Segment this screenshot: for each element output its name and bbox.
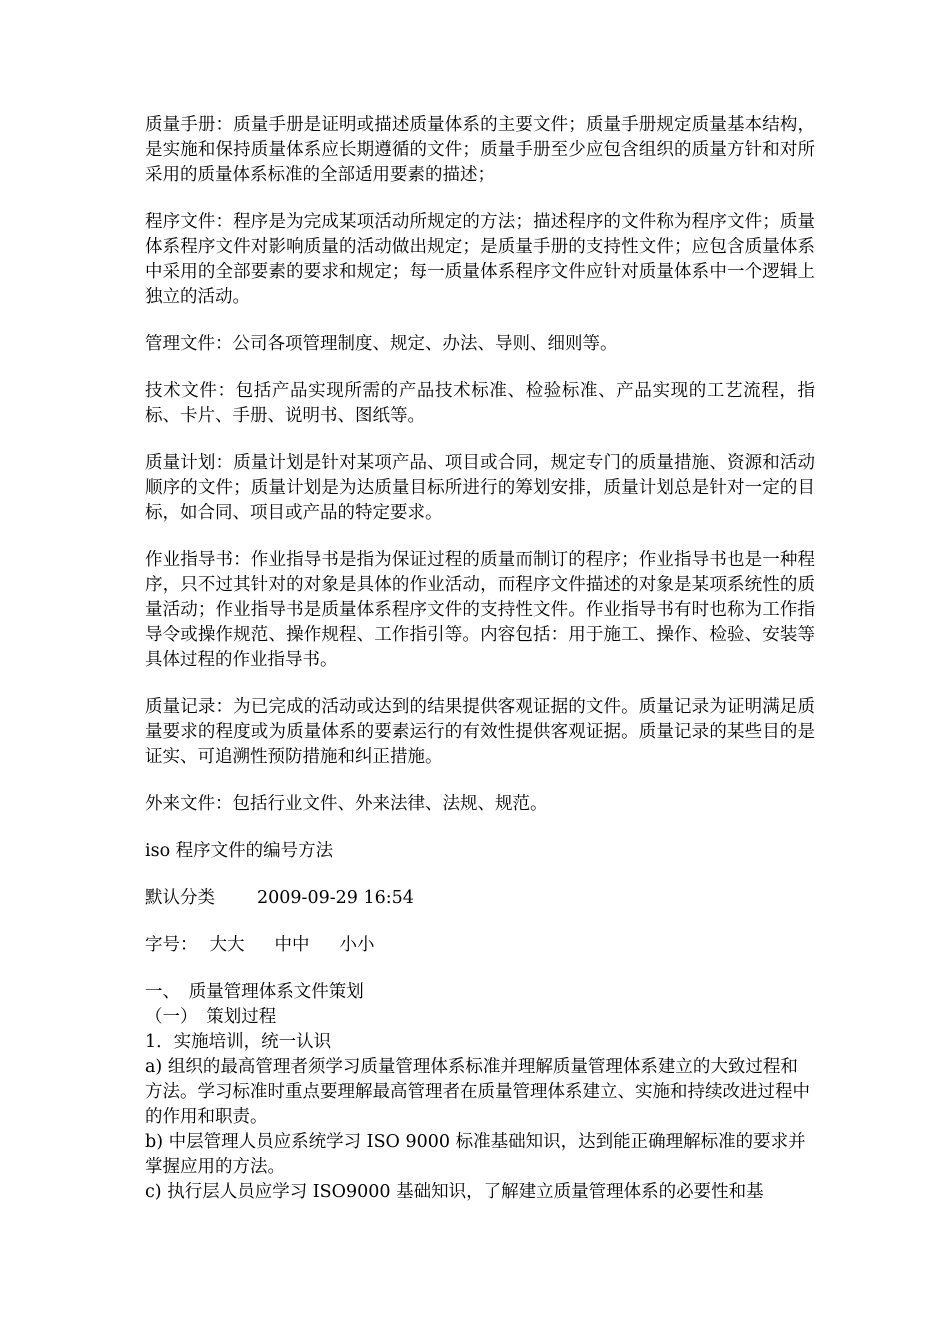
font-size-label: 字号： xyxy=(145,935,198,955)
font-size-medium-link[interactable]: 中中 xyxy=(274,935,310,955)
font-size-selector xyxy=(145,933,815,958)
outline-heading-3: 1．实施培训，统一认识 xyxy=(145,1032,332,1052)
outline-item-b: b) 中层管理人员应系统学习 ISO 9000 标准基础知识，达到能正确理解标准的要求并掌握应用的方法。 xyxy=(145,1132,806,1177)
outline-heading-1: 一、 质量管理体系文件策划 xyxy=(145,982,364,1002)
paragraph-work-instruction: 作业指导书：作业指导书是指为保证过程的质量而制订的程序；作业指导书也是一种程序，只不过其针对的对象是具体的作业活动，而程序文件描述的对象是某项系统性的质量活动；作业指导书是质量体系程序文件的支持性文件。作业指导书有时也称为工作指导令或操作规范、操作规程、工作指引等。内容包括：用于施工、操作、检验、安装等具体过程的作业指导书。 xyxy=(145,550,815,670)
article-datetime: 2009-09-29 16:54 xyxy=(257,888,414,908)
paragraph-external-documents: 外来文件：包括行业文件、外来法律、法规、规范。 xyxy=(145,794,548,814)
article-meta xyxy=(145,886,815,911)
font-size-large-link[interactable]: 大大 xyxy=(209,935,245,955)
paragraph-management-documents: 管理文件：公司各项管理制度、规定、办法、导则、细则等。 xyxy=(145,334,618,354)
paragraph-quality-plan: 质量计划：质量计划是针对某项产品、项目或合同，规定专门的质量措施、资源和活动顺序的文件；质量计划是为达质量目标所进行的筹划安排，质量计划总是针对一定的目标，如合同、项目或产品的特定要求。 xyxy=(145,453,815,523)
paragraph-technical-documents: 技术文件：包括产品实现所需的产品技术标准、检验标准、产品实现的工艺流程，指标、卡片、手册、说明书、图纸等。 xyxy=(145,381,815,426)
outline-section xyxy=(145,980,815,1205)
outline-item-c: c) 执行层人员应学习 ISO9000 基础知识，了解建立质量管理体系的必要性和基 xyxy=(145,1182,764,1202)
document-page xyxy=(145,113,815,1205)
paragraph-quality-records: 质量记录：为已完成的活动或达到的结果提供客观证据的文件。质量记录为证明满足质量要求的程度或为质量体系的要素运行的有效性提供客观证据。质量记录的某些目的是证实、可追溯性预防措施和纠正措施。 xyxy=(145,697,815,767)
font-size-small-link[interactable]: 小小 xyxy=(339,935,375,955)
paragraph-procedure-documents: 程序文件：程序是为完成某项活动所规定的方法；描述程序的文件称为程序文件；质量体系程序文件对影响质量的活动做出规定；是质量手册的支持性文件；应包含质量体系中采用的全部要素的要求和规定；每一质量体系程序文件应针对质量体系中一个逻辑上独立的活动。 xyxy=(145,212,815,307)
article-title: iso 程序文件的编号方法 xyxy=(145,841,334,861)
paragraph-quality-manual: 质量手册：质量手册是证明或描述质量体系的主要文件；质量手册规定质量基本结构，是实施和保持质量体系应长期遵循的文件；质量手册至少应包含组织的质量方针和对所采用的质量体系标准的全部适用要素的描述； xyxy=(145,115,815,185)
article-category: 默认分类 xyxy=(145,888,215,908)
outline-item-a: a) 组织的最高管理者须学习质量管理体系标准并理解质量管理体系建立的大致过程和方法。学习标准时重点要理解最高管理者在质量管理体系建立、实施和持续改进过程中的作用和职责。 xyxy=(145,1057,810,1127)
outline-heading-2: （一） 策划过程 xyxy=(145,1007,277,1027)
